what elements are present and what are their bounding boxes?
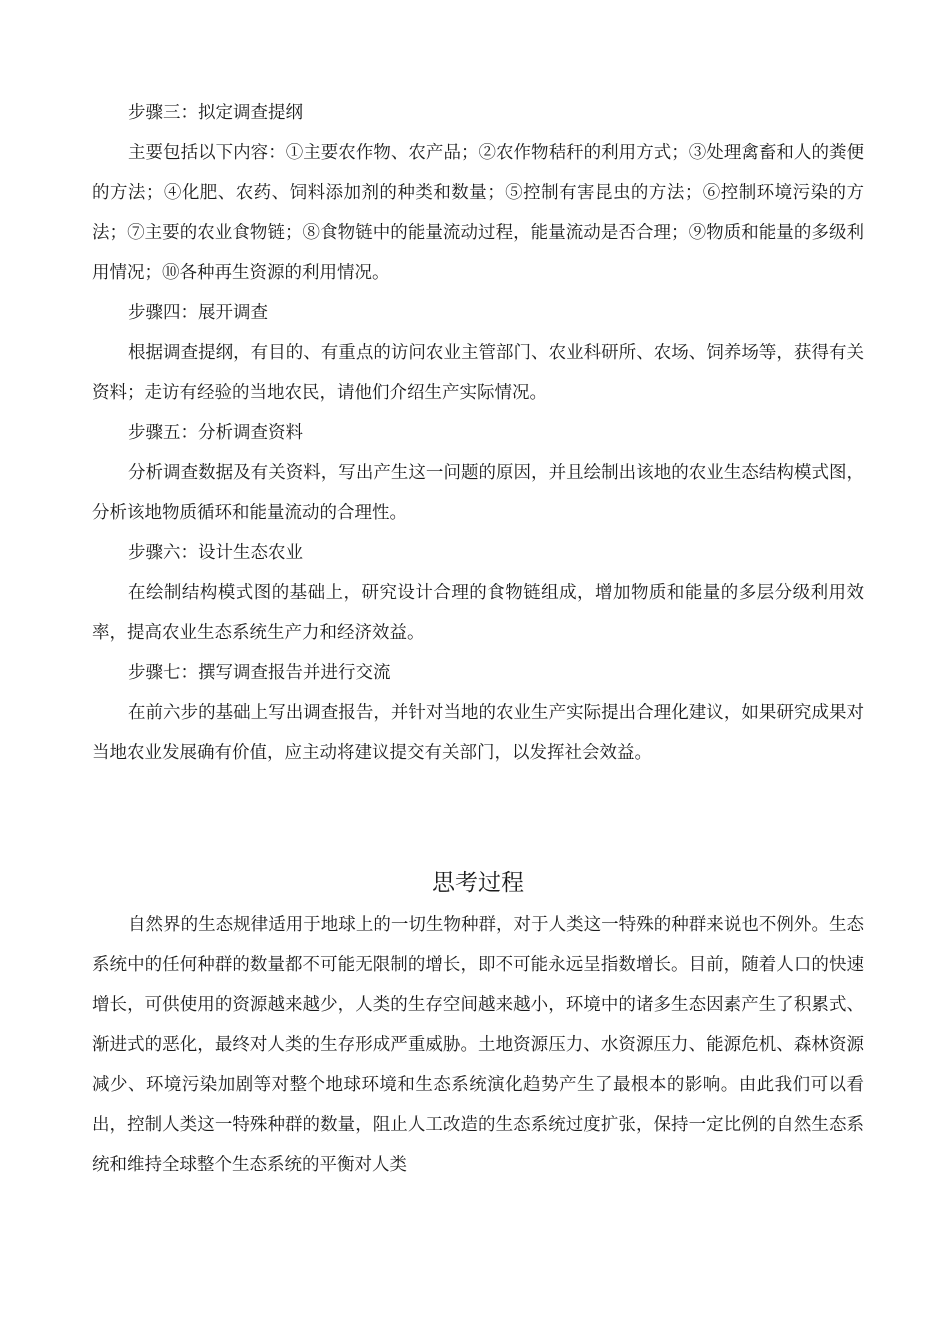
step-five-heading: 步骤五：分析调查资料 bbox=[128, 423, 303, 443]
step-six-heading: 步骤六：设计生态农业 bbox=[128, 543, 303, 563]
step-five-paragraph: 分析调查数据及有关资料，写出产生这一问题的原因，并且绘制出该地的农业生态结构模式图，分析该地物质循环和能量流动的合理性。 bbox=[92, 463, 864, 523]
section-title: 思考过程 bbox=[432, 870, 524, 896]
step-four-heading: 步骤四：展开调查 bbox=[128, 303, 268, 323]
thinking-process-paragraph: 自然界的生态规律适用于地球上的一切生物种群，对于人类这一特殊的种群来说也不例外。生态系统中的任何种群的数量都不可能无限制的增长，即不可能永远呈指数增长。目前，随着人口的快速增长，可供使用的资源越来越少，人类的生存空间越来越小，环境中的诸多生态因素产生了积累式、渐进式的恶化，最终对人类的生存形成严重威胁。土地资源压力、水资源压力、能源危机、森林资源减少、环境污染加剧等对整个地球环境和生态系统演化趋势产生了最根本的影响。由此我们可以看出，控制人类这一特殊种群的数量，阻止人工改造的生态系统过度扩张，保持一定比例的自然生态系统和维持全球整个生态系统的平衡对人类 bbox=[92, 915, 864, 1175]
section-spacer bbox=[92, 773, 864, 861]
step-seven-heading: 步骤七：撰写调查报告并进行交流 bbox=[128, 663, 391, 683]
document-page bbox=[92, 93, 864, 1185]
step-seven-paragraph: 在前六步的基础上写出调查报告，并针对当地的农业生产实际提出合理化建议，如果研究成果对当地农业发展确有价值，应主动将建议提交有关部门，以发挥社会效益。 bbox=[92, 703, 864, 763]
step-three-paragraph: 主要包括以下内容：①主要农作物、农产品；②农作物秸秆的利用方式；③处理禽畜和人的粪便的方法；④化肥、农药、饲料添加剂的种类和数量；⑤控制有害昆虫的方法；⑥控制环境污染的方法；⑦主要的农业食物链；⑧食物链中的能量流动过程，能量流动是否合理；⑨物质和能量的多级利用情况；⑩各种再生资源的利用情况。 bbox=[92, 143, 864, 283]
step-three-heading: 步骤三：拟定调查提纲 bbox=[128, 103, 303, 123]
step-six-paragraph: 在绘制结构模式图的基础上，研究设计合理的食物链组成，增加物质和能量的多层分级利用效率，提高农业生态系统生产力和经济效益。 bbox=[92, 583, 864, 643]
step-four-paragraph: 根据调查提纲，有目的、有重点的访问农业主管部门、农业科研所、农场、饲养场等，获得有关资料；走访有经验的当地农民，请他们介绍生产实际情况。 bbox=[92, 343, 864, 403]
